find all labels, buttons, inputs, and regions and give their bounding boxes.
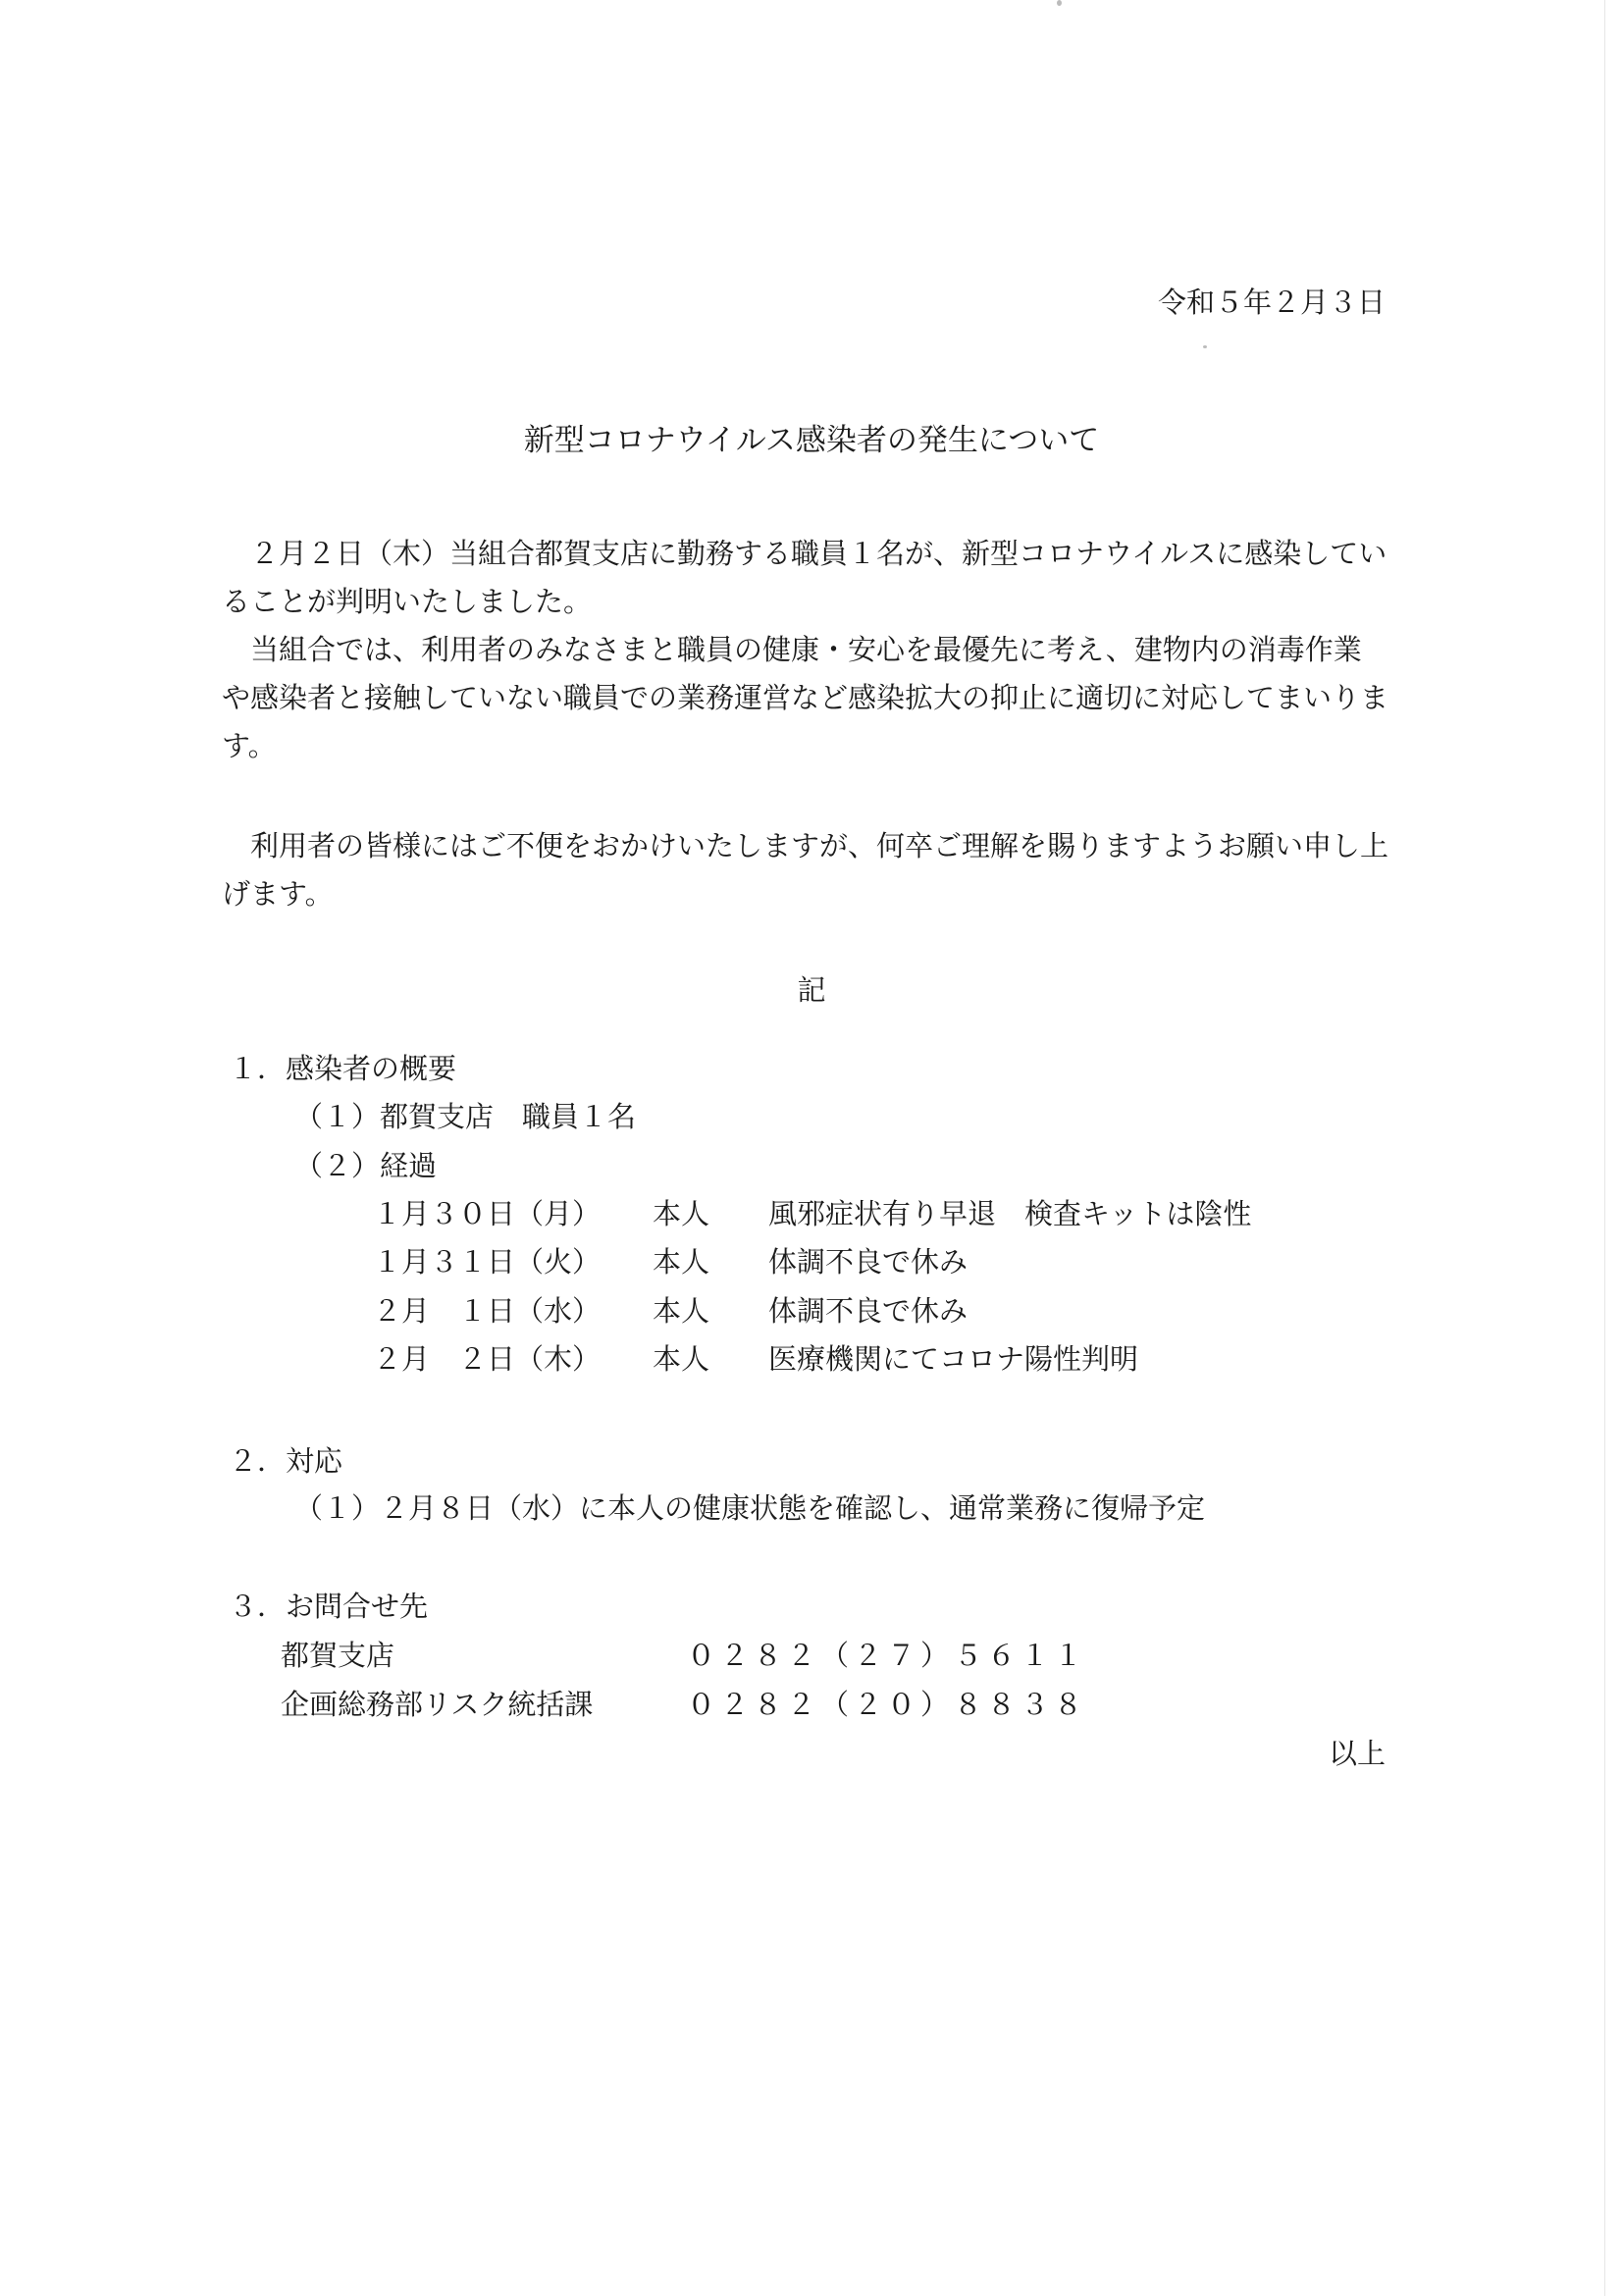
overview-item: （２）経過 xyxy=(294,1149,438,1182)
ki-marker: 記 xyxy=(797,973,826,1007)
contact-name: 都賀支店 xyxy=(281,1639,395,1672)
timeline-event: 風邪症状有り早退 検査キットは陰性 xyxy=(768,1197,1252,1230)
contact-name: 企画総務部リスク統括課 xyxy=(281,1688,594,1721)
timeline-event: 医療機関にてコロナ陽性判明 xyxy=(768,1342,1139,1376)
document-title: 新型コロナウイルス感染者の発生について xyxy=(523,423,1100,458)
timeline-person: 本人 xyxy=(653,1245,710,1278)
contact-phone: ０２８２（２０）８８３８ xyxy=(687,1688,1088,1721)
scan-edge xyxy=(1604,0,1605,2296)
timeline-date: １月３１日（火） xyxy=(373,1245,602,1278)
section-heading: １．感染者の概要 xyxy=(229,1052,457,1085)
scan-speck xyxy=(1057,0,1062,6)
document-date: 令和５年２月３日 xyxy=(1157,286,1386,319)
closing-mark: 以上 xyxy=(1328,1737,1386,1770)
timeline-date: １月３０日（月） xyxy=(373,1197,602,1230)
paragraph-2: 当組合では、利用者のみなさまと職員の健康・安心を最優先に考え、建物内の消毒作業や感染者と接触していない職員での業務運営など感染拡大の抑止に適切に対応してまいります。 xyxy=(222,633,1389,762)
paragraph-3: 利用者の皆様にはご不便をおかけいたしますが、何卒ご理解を賜りますようお願い申し上げます。 xyxy=(222,829,1389,911)
section-heading: ３．お問合せ先 xyxy=(229,1590,429,1623)
contact-phone: ０２８２（２７）５６１１ xyxy=(687,1639,1088,1672)
timeline-person: 本人 xyxy=(653,1342,710,1376)
timeline-person: 本人 xyxy=(653,1197,710,1230)
timeline-event: 体調不良で休み xyxy=(768,1245,969,1278)
paragraph-1: ２月２日（木）当組合都賀支店に勤務する職員１名が、新型コロナウイルスに感染していることが判明いたしました。 xyxy=(222,537,1387,618)
overview-item: （１）都賀支店 職員１名 xyxy=(294,1100,637,1133)
timeline-person: 本人 xyxy=(653,1294,710,1328)
timeline-date: ２月 １日（水） xyxy=(373,1294,602,1328)
timeline-event: 体調不良で休み xyxy=(768,1294,969,1328)
section-heading: ２．対応 xyxy=(229,1444,343,1478)
response-item: （１）２月８日（水）に本人の健康状態を確認し、通常業務に復帰予定 xyxy=(294,1491,1206,1525)
scan-speck xyxy=(1203,345,1207,348)
timeline-date: ２月 ２日（木） xyxy=(373,1342,602,1376)
